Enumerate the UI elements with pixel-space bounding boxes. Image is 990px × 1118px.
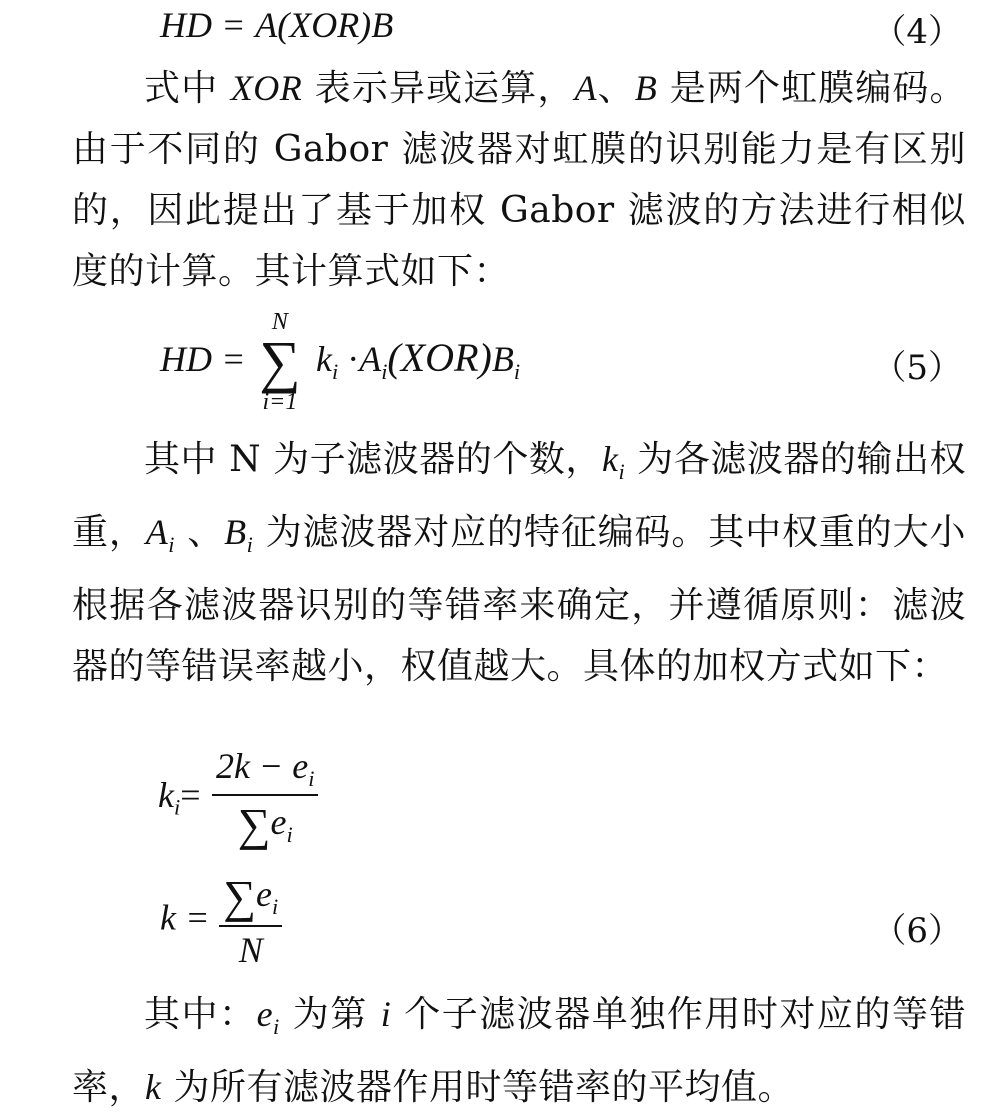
equation-4-number: （4） — [872, 12, 962, 52]
eq5-k-sub: i — [332, 358, 339, 384]
eq5-b-sub: i — [513, 358, 521, 384]
eq6a-den-sub: i — [286, 821, 293, 847]
eq6b-num-sum: ∑ — [223, 871, 256, 922]
eq6b-denominator: N — [238, 930, 263, 970]
paragraph-1 — [72, 58, 966, 302]
para1-text-1: 式中 — [144, 68, 231, 109]
eq6a-num-sub: i — [308, 765, 315, 791]
eq5-k: k — [316, 339, 333, 379]
para3-text-2: 为第 — [279, 994, 381, 1035]
eq6b-lhs: k — [160, 897, 176, 938]
para3-k: k — [145, 1066, 162, 1107]
para2-b: B — [224, 511, 247, 552]
eq5-dot: · — [338, 339, 360, 379]
eq6a-denominator — [212, 796, 318, 851]
para2-k-sub: i — [618, 458, 626, 484]
equation-5-number: （5） — [872, 348, 962, 388]
equation-5 — [160, 310, 520, 414]
para1-text-3: 是两个虹膜编码。由于不同的 Gabor 滤波器对虹膜的识别能力是有区别的，因此提出了基于加权 Gabor 滤波的方法进行相似度的计算。其计算式如下： — [72, 68, 966, 292]
para3-text-4: 为所有滤波器作用时等错率的平均值。 — [161, 1066, 794, 1108]
eq6a-numerator — [212, 745, 318, 796]
equation-6-number: （6） — [872, 911, 962, 951]
eq6b-equals: = — [187, 897, 208, 938]
eq4-op: (XOR) — [277, 5, 372, 45]
para3-i: i — [380, 994, 392, 1034]
eq4-equals: = — [223, 5, 244, 45]
eq6a-lhs: k — [158, 774, 174, 815]
para2-text-1: 其中 N 为子滤波器的个数， — [144, 439, 602, 480]
eq6a-equals: = — [180, 774, 201, 815]
para2-k: k — [601, 439, 619, 479]
eq6b-num-sub: i — [271, 893, 279, 919]
para1-text-2: 表示异或运算， — [302, 68, 575, 109]
eq5-equals: = — [223, 339, 244, 379]
para1-xor: XOR — [230, 68, 303, 108]
para3-e-sub: i — [273, 1013, 280, 1039]
eq6b-num-text: e — [256, 874, 272, 914]
eq6a-num-text: 2k − e — [215, 746, 309, 786]
eq4-lhs: HD — [160, 5, 212, 45]
eq6b-numerator — [219, 870, 282, 927]
para3-text-1: 其中： — [144, 994, 257, 1035]
para2-text-3: 为滤波器对应的特征编码。其中权重的大小根据各滤波器识别的等错率来确定，并遵循原则：滤波器的等错误率越小，权值越大。具体的加权方式如下： — [72, 511, 966, 687]
eq5-sum-lower: i=1 — [262, 389, 298, 415]
para2-sep: 、 — [174, 511, 225, 553]
eq4-b: B — [371, 5, 394, 45]
para2-a: A — [145, 511, 169, 552]
eq6b-fraction — [219, 870, 282, 971]
eq5-a: A — [359, 339, 382, 379]
eq4-a: A — [255, 5, 278, 45]
para2-b-sub: i — [246, 531, 254, 557]
para3-e: e — [256, 994, 274, 1034]
eq6a-fraction — [212, 745, 318, 851]
para1-sep: 、 — [597, 68, 635, 109]
eq5-b: B — [491, 339, 514, 379]
eq5-sum-symbol: ∑ — [259, 329, 301, 394]
para2-text-2: 为各滤波器的输出权重， — [72, 439, 966, 553]
para3-text-3: 个子滤波器单独作用时对应的等错率， — [72, 994, 966, 1108]
eq5-lhs: HD — [160, 339, 212, 379]
para1-a: A — [574, 68, 597, 108]
eq6a-den-text: e — [270, 801, 287, 842]
para1-b: B — [634, 68, 658, 108]
equation-6b — [160, 870, 282, 971]
eq6a-den-sum: ∑ — [237, 798, 271, 850]
eq5-sum-upper: N — [271, 309, 288, 335]
paragraph-2 — [72, 429, 966, 697]
eq5-op: (XOR) — [387, 335, 492, 380]
equation-4 — [160, 0, 393, 51]
para2-a-sub: i — [168, 531, 175, 557]
paragraph-3 — [72, 984, 966, 1118]
equation-6a — [158, 745, 318, 851]
eq6a-lhs-sub: i — [173, 794, 181, 820]
eq5-summation — [259, 310, 300, 414]
eq5-a-sub: i — [381, 358, 388, 384]
